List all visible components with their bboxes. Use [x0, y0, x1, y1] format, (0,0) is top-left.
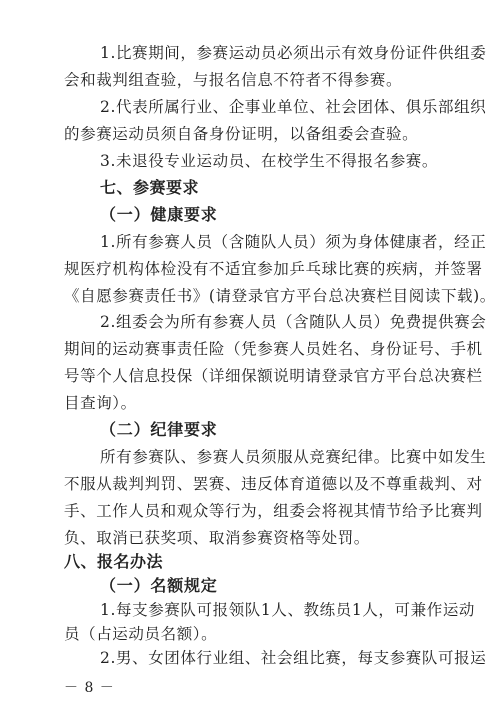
text-line: 不服从裁判判罚、罢赛、违反体育道德以及不尊重裁判、对: [64, 475, 483, 493]
text-line: 1.比赛期间，参赛运动员必须出示有效身份证件供组委: [100, 44, 487, 62]
text-line: 2.男、女团体行业组、社会组比赛，每支参赛队可报运: [100, 649, 487, 667]
text-line: 期间的运动赛事责任险（凭参赛人员姓名、身份证号、手机: [64, 340, 483, 358]
text-line: 会和裁判组查验，与报名信息不符者不得参赛。: [64, 71, 403, 89]
text-line: 手、工作人员和观众等行为，组委会将视其情节给予比赛判: [64, 502, 483, 520]
text-line: 的参赛运动员须自备身份证明，以备组委会查验。: [64, 125, 419, 143]
text-line: 员（占运动员名额）。: [64, 625, 218, 643]
text-line: 2.组委会为所有参赛人员（含随队人员）免费提供赛会: [100, 313, 487, 331]
page-number: － 8 －: [64, 680, 115, 696]
section-heading-7: 七、参赛要求: [100, 178, 200, 197]
text-line: 2.代表所属行业、企事业单位、社会团体、俱乐部组织: [100, 98, 487, 116]
subsection-heading-health: （一）健康要求: [100, 205, 218, 224]
subsection-heading-discipline: （二）纪律要求: [100, 420, 218, 439]
text-line: 《自愿参赛责任书》(请登录官方平台总决赛栏目阅读下载)。: [64, 287, 496, 305]
text-line: 1.每支参赛队可报领队1人、教练员1人，可兼作运动: [100, 601, 476, 619]
text-line: 负、取消已获奖项、取消参赛资格等处罚。: [64, 529, 370, 547]
text-line: 所有参赛队、参赛人员须服从竞赛纪律。比赛中如发生: [100, 448, 487, 466]
text-line: 号等个人信息投保（详细保额说明请登录官方平台总决赛栏: [64, 367, 483, 385]
section-heading-8: 八、报名办法: [64, 552, 164, 571]
text-line: 1.所有参赛人员（含随队人员）须为身体健康者，经正: [100, 233, 487, 251]
text-line: 3.未退役专业运动员、在校学生不得报名参赛。: [100, 152, 438, 170]
subsection-heading-quota: （一）名额规定: [100, 576, 218, 595]
text-line: 规医疗机构体检没有不适宜参加乒乓球比赛的疾病，并签署: [64, 260, 483, 278]
text-line: 目查询）。: [64, 394, 137, 412]
